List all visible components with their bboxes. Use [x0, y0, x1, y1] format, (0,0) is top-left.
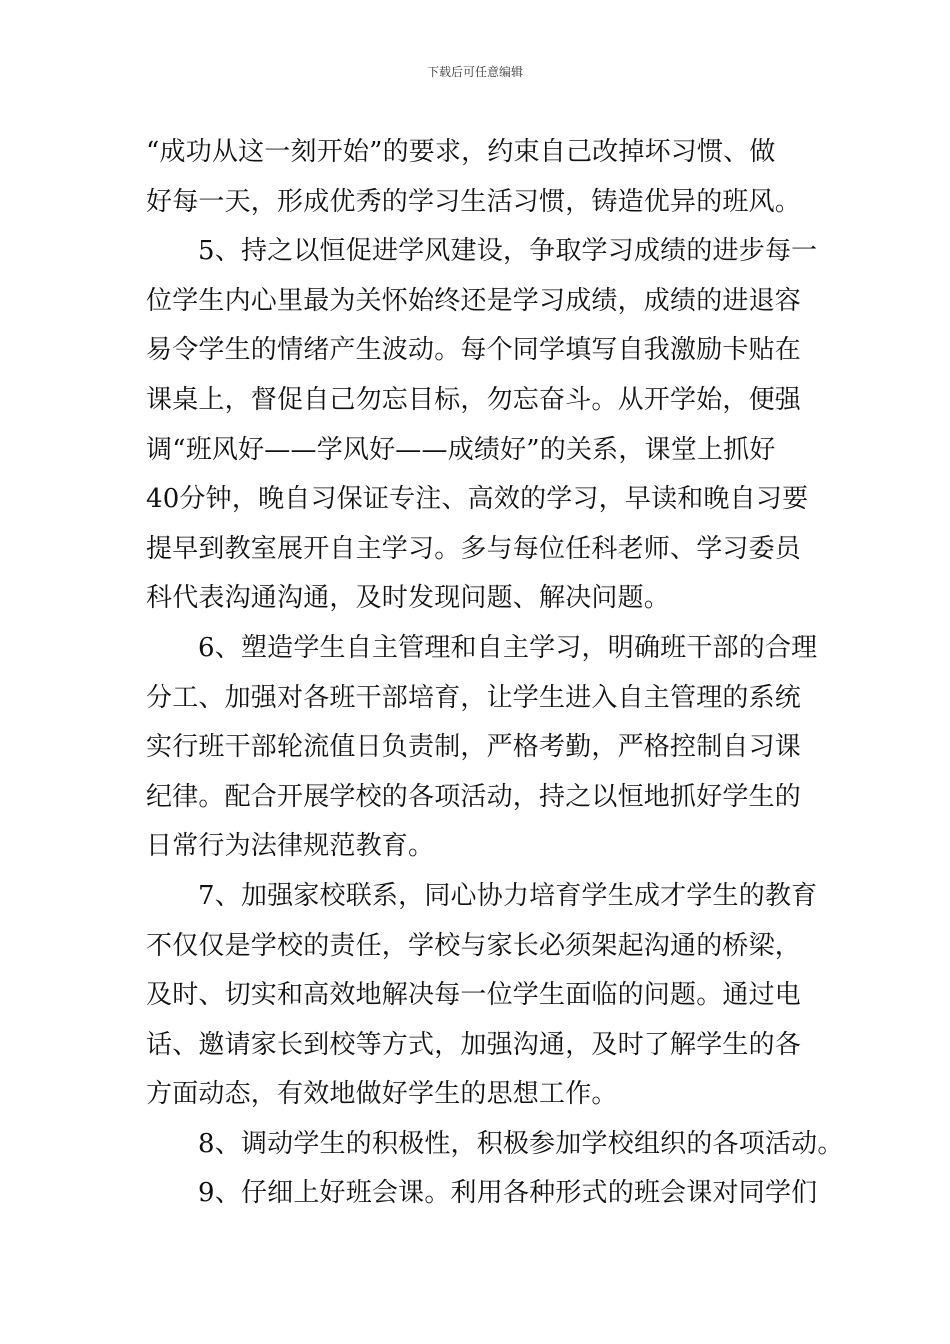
text-line: 调“班风好——学风好——成绩好”的关系，课堂上抓好: [146, 434, 776, 465]
text-line: 不仅仅是学校的责任，学校与家长必须架起沟通的桥梁，: [146, 930, 802, 961]
text-line: 话、邀请家长到校等方式，加强沟通，及时了解学生的各: [146, 1029, 802, 1060]
document-body: [146, 128, 844, 1219]
paragraph-start-line: 5、持之以恒促进学风建设，争取学习成绩的进步每一: [198, 236, 818, 267]
paragraph-start-line: 6、塑造学生自主管理和自主学习，明确班干部的合理: [198, 632, 818, 663]
paragraph-start-line: 9、仔细上好班会课。利用各种形式的班会课对同学们: [198, 1178, 818, 1209]
page-header: 下载后可任意编辑: [426, 65, 523, 79]
text-line: 分工、加强对各班干部培育，让学生进入自主管理的系统: [146, 682, 802, 713]
text-line: 方面动态，有效地做好学生的思想工作。: [146, 1079, 618, 1110]
text-line: 及时、切实和高效地解决每一位学生面临的问题。通过电: [146, 980, 802, 1011]
text-line: 日常行为法律规范教育。: [146, 831, 435, 862]
text-line: 好每一天，形成优秀的学习生活习惯，铸造优异的班风。: [146, 186, 802, 217]
text-line: 提早到教室展开自主学习。多与每位任科老师、学习委员: [146, 533, 802, 564]
text-line: 位学生内心里最为关怀始终还是学习成绩，成绩的进退容: [146, 285, 802, 316]
text-line: 课桌上，督促自己勿忘目标，勿忘奋斗。从开学始，便强: [146, 384, 802, 415]
paragraph-start-line: 8、调动学生的积极性，积极参加学校组织的各项活动。: [198, 1128, 844, 1159]
text-line: 实行班干部轮流值日负责制，严格考勤，严格控制自习课: [146, 732, 802, 763]
text-line: 40分钟，晚自习保证专注、高效的学习，早读和晚自习要: [146, 484, 809, 515]
text-line: 易令学生的情绪产生波动。每个同学填写自我激励卡贴在: [146, 335, 802, 366]
paragraph-start-line: 7、加强家校联系，同心协力培育学生成才学生的教育: [198, 880, 818, 911]
text-line: 科代表沟通沟通，及时发现问题、解决问题。: [146, 583, 671, 614]
text-line: 纪律。配合开展学校的各项活动，持之以恒地抓好学生的: [146, 781, 802, 812]
text-line: “成功从这一刻开始”的要求，约束自己改掉坏习惯、做: [146, 137, 776, 167]
